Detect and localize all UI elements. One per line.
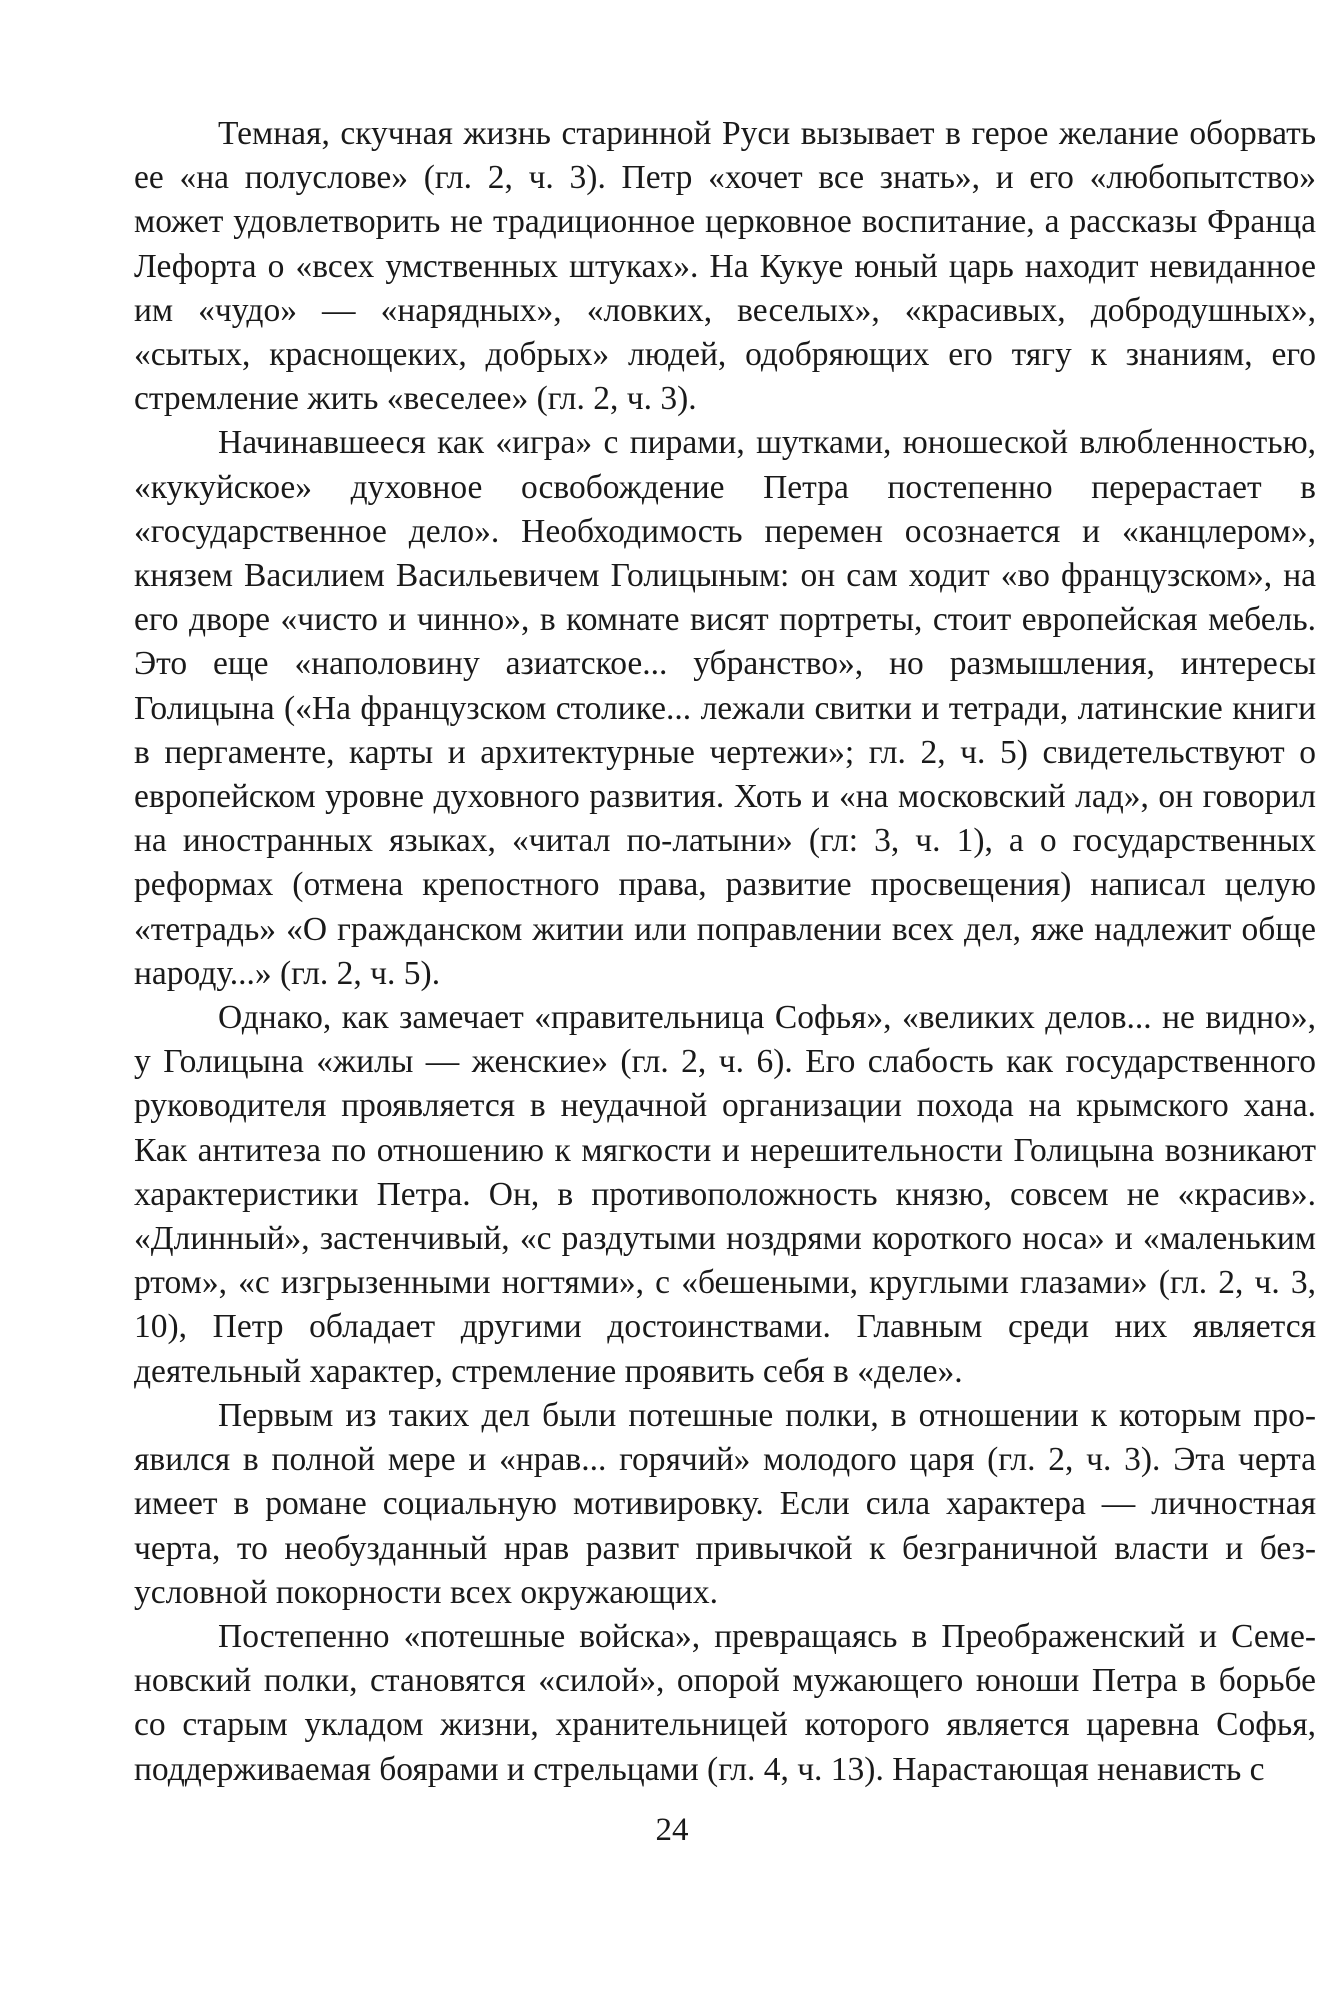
paragraph-4: Первым из таких дел были потешные полки, в отношении к которым проявился в полной мере и «нрав... горячий» молодого царя (гл. 2, ч. 3). Эта черта имеет в романе социальную мотивировку. Если сила характера — личностная черта, то необузданный нрав развит привычкой к безграничной власти и безусловной покорности всех окружающих. [134,1396,1316,1611]
paragraph-3: Однако, как замечает «правительница Софья», «великих делов... не видно», у Голицына «жилы — женские» (гл. 2, ч. 6). Его слабость как государственного руководителя проявляется в неудачной организации похода на крымского хана. Как антитеза по отношению к мягкости и нерешительности Голицына возникают характеристики Петра. Он, в противоположность князю, совсем не «красив». «Длинный», застенчивый, «с раздутыми ноздрями короткого носа» и «маленьким ртом», «с изгрызенными ногтями», с «бешеными, круглыми глазами» (гл. 2, ч. 3, 10), Петр обладает другими достоинствами. Главным среди них является деятельный характер, стремление проявить себя в «деле». [134,999,1316,1390]
page-body [134,112,1316,1792]
paragraph-5: Постепенно «потешные войска», превращаясь в Преображенский и Семеновский полки, становятся «силой», опорой мужающего юноши Петра в борьбе со старым укладом жизни, хранительницей которого является царевна Софья, поддерживаемая боярами и стрельцами (гл. 4, ч. 13). Нарастающая ненависть с [134,1617,1316,1788]
page-number: 24 [655,1812,689,1848]
paragraph-2: Начинавшееся как «игра» с пирами, шутками, юношеской влюбленностью, «кукуйское» духовное освобождение Петра постепенно перерастает в «государственное дело». Необходимость перемен осознается и «канцлером», князем Василием Васильевичем Голицыным: он сам ходит «во французском», на его дворе «чисто и чинно», в комнате висят портреты, стоит европейская мебель. Это еще «наполовину азиатское... убранство», но размышления, интересы Голицына («На французском столике... лежали свитки и тетради, латинские книги в пергаменте, карты и архитектурные чертежи»; гл. 2, ч. 5) свидетельствуют о европейском уровне духовного развития. Хоть и «на московский лад», он говорил на иностранных языках, «читал по-латыни» (гл: 3, ч. 1), а о государственных реформах (отмена крепостного права, развитие просвещения) написал целую «тетрадь» «О гражданском житии или поправлении всех дел, яже надлежит обще народу...» (гл. 2, ч. 5). [134,424,1316,992]
paragraph-1: Темная, скучная жизнь старинной Руси вызывает в герое желание оборвать ее «на полуслове» (гл. 2, ч. 3). Петр «хочет все знать», и его «любопытство» может удовлетворить не традиционное церковное воспитание, а рассказы Франца Лефорта о «всех умственных штуках». На Кукуе юный царь находит невиданное им «чудо» — «нарядных», «ловких, веселых», «красивых, добродушных», «сытых, краснощеких, добрых» людей, одобряющих его тягу к знаниям, его стремление жить «веселее» (гл. 2, ч. 3). [134,115,1316,418]
